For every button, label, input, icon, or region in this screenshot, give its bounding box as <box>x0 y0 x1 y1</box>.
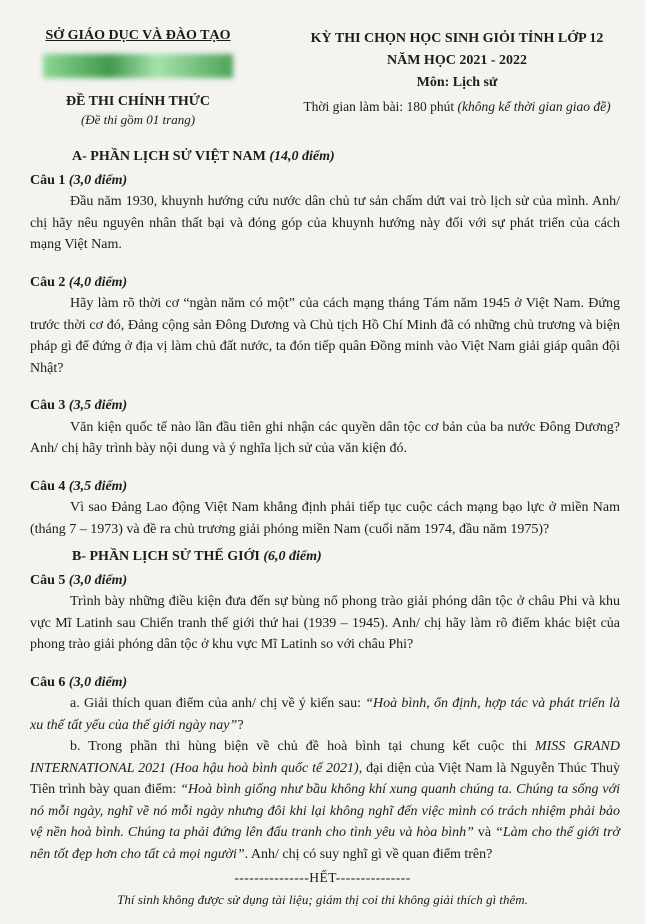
question-6a-text <box>30 693 620 736</box>
time-main: Thời gian làm bài: 180 phút <box>303 99 458 114</box>
page-count-note: (Đề thi gồm 01 trang) <box>80 112 196 127</box>
section-b-label: B- PHẦN LỊCH SỬ THẾ GIỚI <box>72 549 264 564</box>
q1-points: (3,0 điểm) <box>68 172 128 188</box>
question-6-title <box>30 672 620 694</box>
time-note: (không kể thời gian giao đề) <box>457 99 611 114</box>
q4-label: Câu 4 <box>30 478 69 494</box>
section-a-points: (14,0 điểm) <box>269 149 335 164</box>
q6a-lead: a. Giải thích quan điểm của anh/ chị về ý kiến sau: <box>70 696 366 711</box>
footer <box>0 870 645 908</box>
school-year: NĂM HỌC 2021 - 2022 <box>387 53 527 68</box>
q5-label: Câu 5 <box>30 572 69 588</box>
question-5-title <box>30 570 620 592</box>
section-b-points: (6,0 điểm) <box>263 549 322 564</box>
question-3-title <box>30 395 620 417</box>
question-2-text: Hãy làm rõ thời cơ “ngàn năm có một” của cách mạng tháng Tám năm 1945 ở Việt Nam. Đứng trước thời cơ đó, Đảng cộng sản Đông Dương và Chủ tịch Hồ Chí Minh đã có những chủ trương và biện pháp gì để đứng ở địa vị làm chủ đất nước, ta đón tiếp quân Đồng minh vào Việt Nam giải giáp quân đội Nhật? <box>30 296 620 376</box>
q6a-end: ? <box>237 717 244 733</box>
q6b-and: và <box>473 825 496 840</box>
section-a-label: A- PHẦN LỊCH SỬ VIỆT NAM <box>72 149 270 164</box>
question-3-text: Văn kiện quốc tế nào lần đầu tiên ghi nhận các quyền dân tộc cơ bản của ba nước Đông Dương? Anh/ chị hãy trình bày nội dung và ý nghĩa lịch sử của văn kiện đó. <box>30 419 620 456</box>
q6b-quote-1: “Hoà bình giống như bầu không khí xung quanh chúng ta. Chúng ta sống với nó mỗi ngày, nghĩ về nó mỗi ngày nhưng đôi khi lại không nghĩ đến việc mình có trách nhiệm phải bảo vệ nền hoà bình. Chúng ta phải đứng lên đấu tranh cho tình yêu và hòa bình” <box>30 782 620 840</box>
question-1-text: Đầu năm 1930, khuynh hướng cứu nước dân chủ tư sản chấm dứt vai trò lịch sử của mình. Anh/ chị hãy nêu nguyên nhân thất bại và đóng góp của khuynh hướng này đối với sự phát triển của cách mạng Việt Nam. <box>30 194 620 252</box>
question-5-text: Trình bày những điều kiện đưa đến sự bùng nổ phong trào giải phóng dân tộc ở châu Phi và khu vực Mĩ Latinh sau Chiến tranh thế giới thứ hai (1939 – 1945). Anh/ chị hãy làm rõ điểm khác biệt của phong trào giải phóng dân tộc ở khu vực Mĩ Latinh so với châu Phi? <box>30 594 620 652</box>
header-left <box>18 28 258 128</box>
end-marker: ---------------HẾT--------------- <box>234 870 411 885</box>
department-name: SỞ GIÁO DỤC VÀ ĐÀO TẠO <box>45 28 231 43</box>
q2-label: Câu 2 <box>30 274 69 290</box>
question-1-title <box>30 170 620 192</box>
q4-points: (3,5 điểm) <box>68 478 128 494</box>
section-b-title <box>72 546 620 568</box>
q6b-mid: , đại diện của Việt Nam là Nguyễn Thúc Thuỳ Tiên trình bày quan điểm: <box>30 760 620 797</box>
question-6b-text <box>30 736 620 865</box>
q3-label: Câu 3 <box>30 398 69 413</box>
q2-points: (4,0 điểm) <box>68 274 128 290</box>
q6-points: (3,0 điểm) <box>68 674 128 690</box>
time-limit <box>282 96 632 118</box>
question-4-title <box>30 476 620 498</box>
question-2-title <box>30 272 620 294</box>
q6b-lead: b. Trong phần thi hùng biện về chủ đề hoà bình tại chung kết cuộc thi <box>70 739 535 754</box>
q5-points: (3,0 điểm) <box>68 572 128 588</box>
q1-label: Câu 1 <box>30 172 69 188</box>
question-4-text: Vì sao Đảng Lao động Việt Nam khẳng định phải tiếp tục cuộc cách mạng bạo lực ở miền Nam (tháng 7 – 1973) và đề ra chủ trương giải phóng miền Nam (cuối năm 1974, đầu năm 1975)? <box>30 500 620 537</box>
q6a-quote: “Hoà bình, ổn định, hợp tác và phát triển là xu thế tất yếu của thế giới ngày nay” <box>30 696 621 733</box>
q3-points: (3,5 điểm) <box>68 398 128 413</box>
subject: Môn: Lịch sử <box>416 75 498 90</box>
q6b-end: . Anh/ chị có suy nghĩ gì về quan điểm trên? <box>244 846 493 862</box>
q6b-contest: MISS GRAND INTERNATIONAL 2021 (Hoa hậu hoà bình quốc tế 2021) <box>30 739 620 776</box>
q6-label: Câu 6 <box>30 674 69 690</box>
exam-title: KỲ THI CHỌN HỌC SINH GIỎI TỈNH LỚP 12 <box>310 31 604 46</box>
redacted-blur <box>43 54 233 78</box>
section-a-title <box>72 146 620 168</box>
official-label: ĐỀ THI CHÍNH THỨC <box>65 94 211 109</box>
header-right <box>282 28 632 118</box>
exam-body <box>30 146 620 865</box>
q6b-quote-2: “Làm cho thế giới trở nên tốt đẹp hơn cho tất cả mọi người” <box>30 825 620 862</box>
footer-note: Thí sinh không được sử dụng tài liệu; giám thị coi thi không giải thích gì thêm. <box>117 892 528 907</box>
